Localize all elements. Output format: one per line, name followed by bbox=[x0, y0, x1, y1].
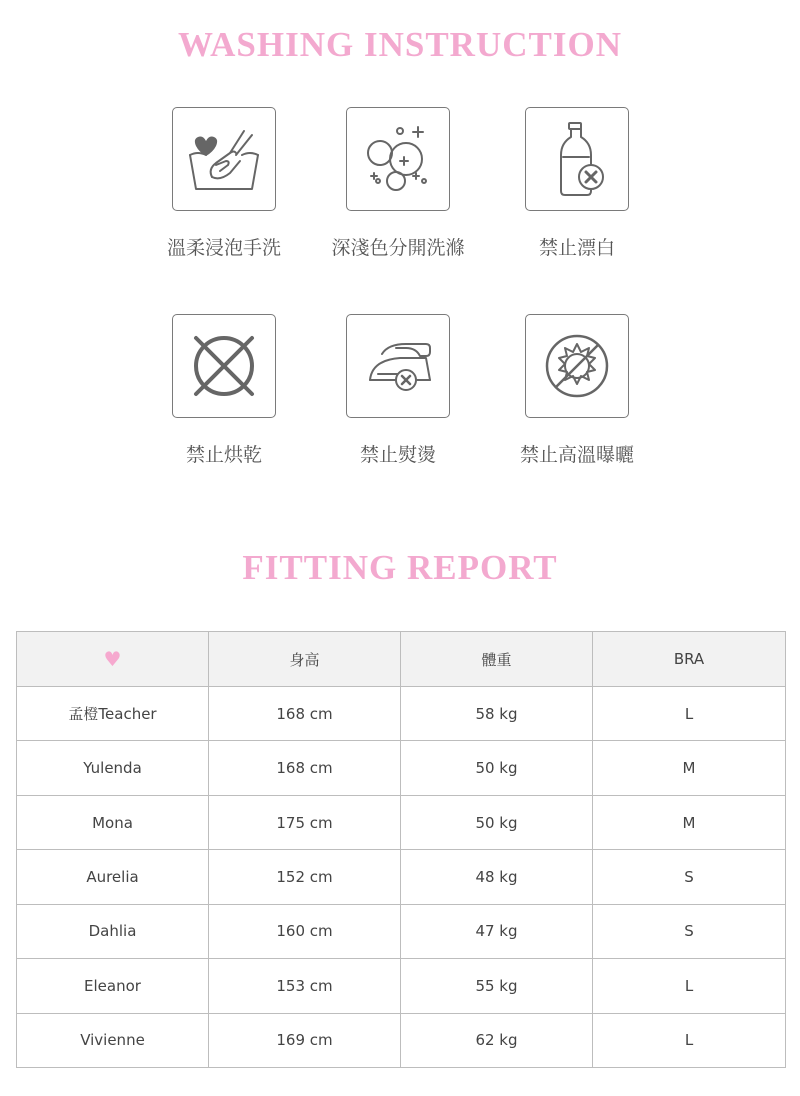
care-label: 溫柔浸泡手洗 bbox=[166, 237, 281, 259]
cell-height: 153 cm bbox=[209, 959, 401, 1013]
care-item-no-iron bbox=[318, 314, 478, 467]
table-row bbox=[17, 904, 786, 958]
fitting-table bbox=[16, 631, 786, 1068]
separate-colors-icon bbox=[356, 117, 440, 201]
cell-name: Aurelia bbox=[17, 850, 209, 904]
cell-weight: 58 kg bbox=[401, 687, 593, 741]
cell-name: Eleanor bbox=[17, 959, 209, 1013]
cell-weight: 48 kg bbox=[401, 850, 593, 904]
cell-height: 175 cm bbox=[209, 795, 401, 849]
cell-bra: M bbox=[593, 795, 786, 849]
care-label: 禁止高溫曝曬 bbox=[519, 444, 634, 466]
care-label: 禁止熨燙 bbox=[359, 444, 436, 466]
cell-name: 孟橙Teacher bbox=[17, 687, 209, 741]
washing-title: WASHING INSTRUCTION bbox=[178, 25, 622, 64]
care-label: 禁止漂白 bbox=[538, 237, 615, 259]
care-icon-box bbox=[172, 314, 276, 418]
table-row bbox=[17, 795, 786, 849]
care-item-no-sun-dry bbox=[497, 314, 657, 467]
cell-weight: 50 kg bbox=[401, 795, 593, 849]
cell-name: Dahlia bbox=[17, 904, 209, 958]
heart-icon: ♥ bbox=[103, 647, 122, 671]
header-cell-heart bbox=[17, 632, 209, 687]
care-icon-box bbox=[525, 107, 629, 211]
cell-weight: 55 kg bbox=[401, 959, 593, 1013]
table-row bbox=[17, 959, 786, 1013]
care-label: 禁止烘乾 bbox=[185, 444, 262, 466]
table-row bbox=[17, 741, 786, 795]
cell-weight: 50 kg bbox=[401, 741, 593, 795]
cell-bra: L bbox=[593, 959, 786, 1013]
table-row bbox=[17, 687, 786, 741]
no-tumble-dry-icon bbox=[182, 324, 266, 408]
care-item-no-bleach bbox=[497, 107, 657, 260]
cell-weight: 62 kg bbox=[401, 1013, 593, 1067]
cell-height: 169 cm bbox=[209, 1013, 401, 1067]
table-row bbox=[17, 850, 786, 904]
header-cell-bra: BRA bbox=[593, 632, 786, 687]
no-bleach-icon bbox=[535, 117, 619, 201]
cell-bra: L bbox=[593, 687, 786, 741]
cell-weight: 47 kg bbox=[401, 904, 593, 958]
cell-height: 168 cm bbox=[209, 687, 401, 741]
care-item-no-tumble-dry bbox=[144, 314, 304, 467]
cell-bra: M bbox=[593, 741, 786, 795]
header-cell-weight: 體重 bbox=[401, 632, 593, 687]
no-iron-icon bbox=[356, 324, 440, 408]
cell-height: 160 cm bbox=[209, 904, 401, 958]
cell-height: 168 cm bbox=[209, 741, 401, 795]
hand-wash-icon bbox=[182, 117, 266, 201]
cell-height: 152 cm bbox=[209, 850, 401, 904]
cell-bra: L bbox=[593, 1013, 786, 1067]
care-item-separate-colors bbox=[318, 107, 478, 260]
header-cell-height: 身高 bbox=[209, 632, 401, 687]
care-icon-box bbox=[172, 107, 276, 211]
cell-bra: S bbox=[593, 904, 786, 958]
cell-name: Mona bbox=[17, 795, 209, 849]
cell-name: Vivienne bbox=[17, 1013, 209, 1067]
care-label: 深淺色分開洗滌 bbox=[331, 237, 465, 259]
care-icon-box bbox=[346, 314, 450, 418]
care-icon-box bbox=[346, 107, 450, 211]
no-sun-dry-icon bbox=[535, 324, 619, 408]
fitting-title: FITTING REPORT bbox=[242, 548, 558, 587]
table-header-row bbox=[17, 632, 786, 687]
cell-bra: S bbox=[593, 850, 786, 904]
cell-name: Yulenda bbox=[17, 741, 209, 795]
care-icon-box bbox=[525, 314, 629, 418]
table-row bbox=[17, 1013, 786, 1067]
care-item-hand-wash bbox=[144, 107, 304, 260]
